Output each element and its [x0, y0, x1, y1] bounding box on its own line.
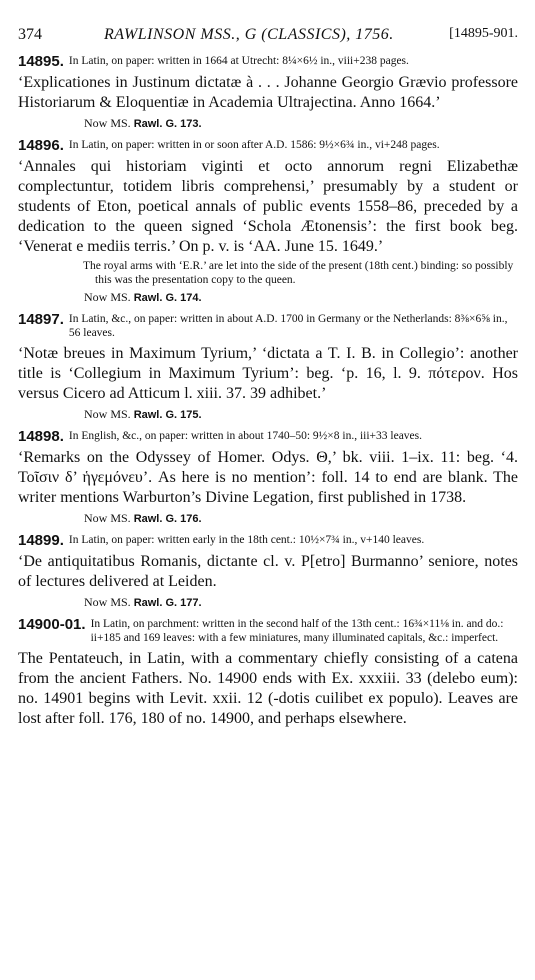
- entry-body: ‘Annales qui historiam viginti et octo annorum regni Elizabethæ complectuntur, totidem libris comprehensi,’ presumably by a student or students of Eton, poetical annals of public events 1558–86, preceded by a dedication to the queen signed ‘Schola Ætonensis’: the first book beg. ‘Venerat e mediis terris.’ On p. v. is ‘AA. June 15. 1649.’: [18, 158, 518, 255]
- running-header: [18, 26, 518, 48]
- entry-number: 14896.: [18, 137, 64, 154]
- page-title: RAWLINSON MSS., G (CLASSICS), 1756.: [104, 26, 394, 43]
- entry-heading: [18, 533, 518, 548]
- catalogue-page: [18, 26, 518, 729]
- entry-description: In English, &c., on paper: written in about 1740–50: 9½×8 in., iii+33 leaves.: [68, 430, 423, 442]
- shelfmark: [84, 115, 518, 132]
- entry-description: In Latin, on paper: written in 1664 at Utrecht: 8¼×6½ in., viii+238 pages.: [68, 55, 409, 67]
- page-number: 374: [18, 26, 42, 43]
- catalogue-entry-14895: [18, 54, 518, 132]
- entry-description: In Latin, on paper: written in or soon after A.D. 1586: 9½×6¾ in., vi+248 pages.: [68, 139, 440, 151]
- entry-number: 14900-01.: [18, 616, 86, 633]
- catalogue-entry-14898: [18, 429, 518, 527]
- entry-description: In Latin, &c., on paper: written in about A.D. 1700 in Germany or the Netherlands: 8⅜×6⅝ in., 56 leaves.: [68, 313, 508, 339]
- entry-body: The Pentateuch, in Latin, with a commentary chiefly consisting of a catena from the ancient Fathers. No. 14900 ends with Ex. xxxiii. 33 (delebo eum): no. 14901 begins with Levit. xxii. 12 (-dotis cuilibet ex populo). Leaves are lost after foll. 176, 180 of no. 14900, and perhaps elsewhere.: [18, 650, 518, 727]
- entry-number: 14895.: [18, 53, 64, 70]
- shelfmark: [84, 510, 518, 527]
- shelfmark: [84, 406, 518, 423]
- entry-heading: [18, 429, 518, 444]
- shelfmark-prefix: Now MS.: [84, 511, 131, 525]
- catalogue-entry-14899: [18, 533, 518, 611]
- entry-heading: [18, 54, 518, 69]
- entry-body: ‘Explicationes in Justinum dictatæ à . . . Johanne Georgio Grævio professore Historiarum & Eloquentiæ in Academia Ultrajectina. Anno 1664.’: [18, 74, 518, 111]
- shelfmark-number: Rawl. G. 174.: [133, 292, 202, 304]
- catalogue-entry-14900-01: [18, 617, 518, 729]
- entry-body: ‘Notæ breues in Maximum Tyrium,’ ‘dictata a T. I. B. in Collegio’: another title is ‘Collegium in Maximum Tyrium’: beg. ‘p. 16, l. 9. πότερον. Hos versus Cicero ad Atticum l. xiii. 37. 39 adhibet.’: [18, 345, 518, 402]
- shelfmark: [84, 289, 518, 306]
- shelfmark-number: Rawl. G. 175.: [133, 409, 202, 421]
- entry-number: 14898.: [18, 428, 64, 445]
- shelfmark-number: Rawl. G. 176.: [133, 513, 202, 525]
- catalogue-entry-14897: [18, 312, 518, 423]
- entry-description: In Latin, on paper: written early in the 18th cent.: 10½×7¾ in., v+140 leaves.: [68, 534, 425, 546]
- entry-note: The royal arms with ‘E.R.’ are let into the side of the present (18th cent.) binding: so possibly this was the presentation copy to the queen.: [83, 260, 514, 286]
- entry-range: [14895-901.: [449, 26, 518, 41]
- catalogue-entry-14896: [18, 138, 518, 306]
- entry-description: In Latin, on parchment: written in the second half of the 13th cent.: 16¾×11⅛ in. and do.: ii+185 and 169 leaves: with a few miniatures, many illuminated capitals, &c.: imperfect.: [90, 618, 504, 644]
- entry-heading: [18, 312, 518, 340]
- entry-body: ‘Remarks on the Odyssey of Homer. Odys. Θ,’ bk. viii. 1–ix. 11: beg. ‘4. Τοῖσιν δ’ ἡγεμόνευ’. As here is no mention’: foll. 14 to end are blank. The writer mentions Warburton’s Divine Legation, first published in 1738.: [18, 449, 518, 506]
- shelfmark: [84, 594, 518, 611]
- entry-number: 14897.: [18, 311, 64, 328]
- shelfmark-prefix: Now MS.: [84, 116, 131, 130]
- entry-heading: [18, 138, 518, 153]
- entry-body: ‘De antiquitatibus Romanis, dictante cl. v. P[etro] Burmanno’ seniore, notes of lectures delivered at Leiden.: [18, 553, 518, 590]
- shelfmark-number: Rawl. G. 177.: [133, 597, 202, 609]
- entry-heading: [18, 617, 518, 645]
- entry-number: 14899.: [18, 532, 64, 549]
- shelfmark-prefix: Now MS.: [84, 407, 131, 421]
- shelfmark-number: Rawl. G. 173.: [133, 118, 202, 130]
- shelfmark-prefix: Now MS.: [84, 290, 131, 304]
- shelfmark-prefix: Now MS.: [84, 595, 131, 609]
